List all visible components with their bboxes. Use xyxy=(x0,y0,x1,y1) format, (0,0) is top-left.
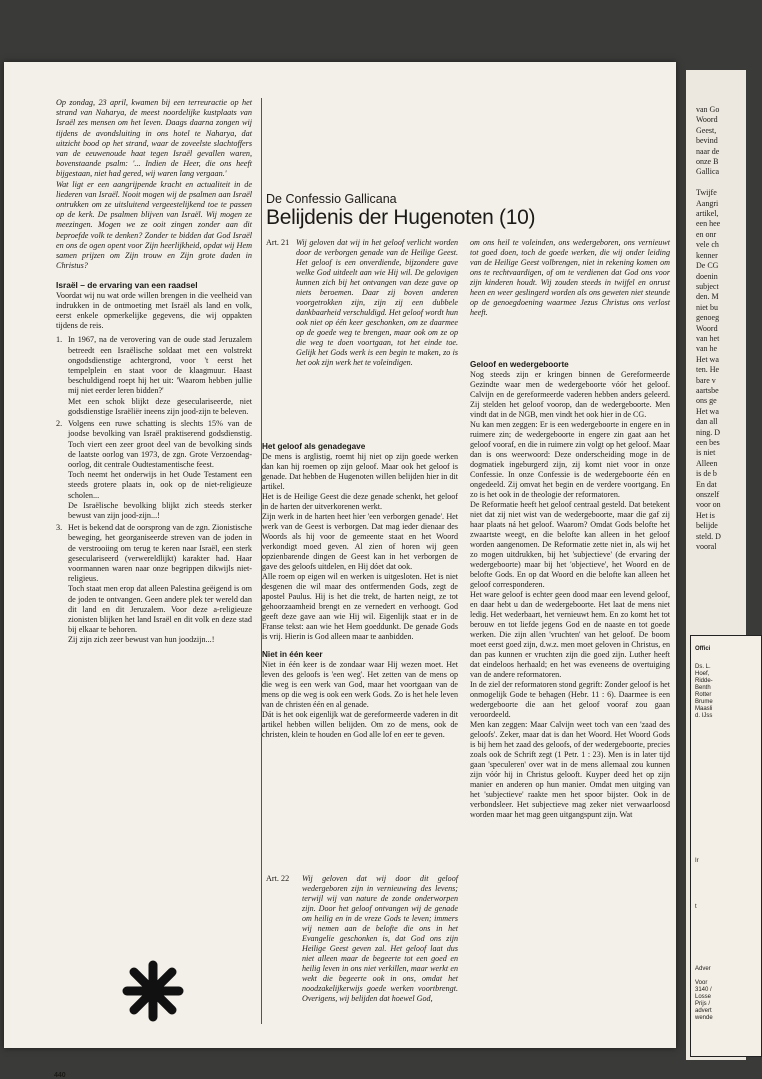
adjacent-text-line: Geest, xyxy=(696,125,717,135)
adjacent-text-line: aartsbe xyxy=(696,385,719,395)
article-22-label: Art. 22 xyxy=(266,874,290,883)
list-item xyxy=(56,419,252,521)
adjacent-text-line: dan all xyxy=(696,417,718,427)
list-item-text: In 1967, na de verovering van de oude stad Jeruzalem betreedt een Israëlische soldaat met een volstrekt ongodsdienstige achtergrond, voor 't eerst het tempelplein en staat voor de klaagmuur. Haast beschuldigend roept hij het uit: 'Waarom hebben jullie mij niet eerder leren bidden?' xyxy=(68,335,252,396)
adjacent-text-line: vele ch xyxy=(696,240,719,250)
list-item-text: Volgens een ruwe schatting is slechts 15% van de joodse bevolking van Israël praktiserend godsdienstig. Toch viert een zeer groot deel van de bevolking sinds de laatste oorlog van 1973, de zgn. Grote Verzoendag-oorlog, dit centrale Oudtestamentische feest. xyxy=(68,419,252,469)
paragraph: Nu kan men zeggen: Er is een wedergeboorte in engere en in ruimere zin; de wedergeboorte in engere zin gaat aan het geloof vooraf, en die in ruimere zin volgt op het geloof. Maar dan is ons weerwoord: Deze onderscheiding moge in de dogmatiek ingeburgerd zijn, zij komt niet voor in onze Confessie. In onze Confessie is de wedergeboorte één en ongedeeld. Zij omvat het begin en de verdere voortgang. En zo is het ook in de theologie der reformatoren. xyxy=(470,420,670,499)
paragraph: Alle roem op eigen wil en werken is uitgesloten. Het is niet desgenen die wil maar des ontfermenden Gods, zegt de apostel Paulus. Hij is het die trekt, de harten neigt, ze tot gehoorzaamheid brengt en ze vernedert en verhoogt. God geeft deze gave aan wie Hij wil. Eigenlijk staat er in de Franse tekst: aan wie het Hem goeddunkt. De genade Gods is vrij. Hierin is God alleen maar te aanbidden. xyxy=(262,572,458,641)
ad-footer-line: Losse xyxy=(695,994,712,1000)
paragraph: Nog steeds zijn er kringen binnen de Gereformeerde Gezindte waar men de wedergeboorte vóór het geloof. Calvijn en de gereformeerde vaderen hebben anders geleerd. Zij stelden het geloof voorop, dan de wedergeboorte. Men vindt dat in de NGB, men vindt het ook hier in de CG. xyxy=(470,370,670,419)
adjacent-text-line: Het wa xyxy=(696,354,719,364)
subheading-wedergeboorte: Geloof en wedergeboorte xyxy=(470,360,569,369)
asterisk-ornament-icon xyxy=(121,959,185,1023)
article-22-text: Wij geloven dat wij door dit geloof wedergeboren zijn in vernieuwing des levens; terwijl wij van nature de zonde onderworpen zijn. Door het geloof ontvangen wij de genade om heilig en in de vreze Gods te leven; immers wij nemen aan de belofte die ons in het Evangelie geschonken is, dat God ons zijn Heilige Geest geven zal. Het geloof laat dus niet alleen maar de begeerte tot een goed en heilig leven in ons niet verkillen, maar werkt en wekt die begeerte ook in ons, omdat het noodzakelijkerwijs goede werken voortbrengt. Overigens, wij belijden dat hoewel God, xyxy=(302,874,458,1003)
paragraph: Het is de Heilige Geest die deze genade schenkt, het geloof in de harten der uitverkorenen werkt. xyxy=(262,492,458,511)
ad-line: d. IJss xyxy=(695,713,713,719)
ad-footer-line: 3140 / xyxy=(695,987,712,993)
adjacent-text-line: naar de xyxy=(696,146,720,156)
adjacent-text-line: een bes xyxy=(696,438,720,447)
adjacent-text-line: De CG xyxy=(696,261,719,271)
adjacent-text-line: ning. D xyxy=(696,427,720,437)
ad-mark: Ir xyxy=(695,858,699,864)
adjacent-text-line: Aangri xyxy=(696,198,719,208)
ad-mark: t xyxy=(695,904,697,910)
adjacent-text-line: van he xyxy=(696,344,718,354)
adjacent-text-line: En dat xyxy=(696,479,717,489)
ad-footer-line xyxy=(695,973,713,980)
list-item-text: Het is bekend dat de oorsprong van de zgn. Zionistische beweging, het georganiseerde streven van de joden in de verstrooiing om terug te keren naar Israël, een sterk geseculariseerd (verwereldlijkt) karakter had. Haar voormannen waren naar onze begrippen dikwijls niet-religieus. xyxy=(68,523,252,584)
adjacent-page xyxy=(686,70,746,1060)
list-item-extra: Met een schok blijkt deze geseculariseerde, niet godsdienstige Israëliër ineens zijn jood-zijn te beleven. xyxy=(68,396,252,416)
adjacent-text-line: van Go xyxy=(696,105,720,114)
adjacent-text-line: onze B xyxy=(696,157,719,167)
list-number: 1. xyxy=(56,335,63,345)
ad-footer-line: Prijs / xyxy=(695,1001,710,1007)
list-item-extra: Toch neemt het onderwijs in het Oude Testament een steeds grotere plaats in, ook op de niet-religieuze scholen... xyxy=(68,470,252,500)
paragraph: De Reformatie heeft het geloof centraal gesteld. Dat betekent niet dat zij niet wist van de wedergeboorte, maar die gaf zij haar plaats ná het geloof. Waarom? Omdat Gods belofte het zwaartste weegt, en die belofte kan alleen in het geloof worden aangenomen. De Reformatie zette niet in, als wij het zo mogen uitdrukken, bij het 'subjectieve' (de ervaring der wedergeboorte) maar bij het 'objectieve', het Woord en de belofte Gods. En op dat Woord en die belofte kan alleen het geloof corresponderen. xyxy=(470,500,670,589)
adjacent-text-line: doenin xyxy=(696,271,718,281)
ad-footer-line: wende xyxy=(695,1015,713,1021)
ad-title: Offici xyxy=(695,646,711,652)
adjacent-text-line: is de b xyxy=(696,469,717,479)
intro-paragraph-1: Op zondag, 23 april, kwamen bij een terreuractie op het strand van Naharya, de meest noordelijke kustplaats van Israël zes mensen om het leven. Daags daarna zongen wij tijdens de avondsluiting in ons hotel te Naharya, dat uitzicht bood op het strand, waar de zoveelste slachtoffers van de eeuwenoude haat tegen Israël gevallen waren, bovenstaande psalm: '... Indien de Heer, die ons heeft bijgestaan, niet had gered, wij waren lang vergaan.' xyxy=(56,98,252,179)
adjacent-text-line: van het xyxy=(696,333,720,343)
adjacent-page-text xyxy=(696,105,721,552)
adjacent-text-line: is niet xyxy=(696,448,716,458)
adjacent-text-line: genoeg xyxy=(696,313,720,323)
subheading-genadegave: Het geloof als genadegave xyxy=(262,442,366,451)
paragraph: Niet in één keer is de zondaar waar Hij wezen moet. Het leven des geloofs is 'een weg'. Het zetten van de mens op die weg is een werk van God, maar het voortgaan van de mens op die weg is ook een werk Gods. Zo is het hele leven van de christen één en al genade. xyxy=(262,660,458,709)
middle-column xyxy=(262,442,458,740)
paragraph: De mens is arglistig, roemt hij niet op zijn goede werken dan kan hij roemen op zijn geloof. Maar ook het geloof is genade. Dat hebben de Hugenoten willen belijden hier in dit artikel. xyxy=(262,452,458,491)
adjacent-text-line: bevind xyxy=(696,136,718,146)
magazine-page xyxy=(4,62,676,1079)
paragraph: In de ziel der reformatoren stond gegrift: Zonder geloof is het onmogelijk Gode te behagen (Hebr. 11 : 6). Daarmee is een wedergeboorte die aan het geloof vooraf zou gaan veroordeeld. xyxy=(470,680,670,719)
adjacent-text-line: bare v xyxy=(696,375,716,385)
right-column xyxy=(470,360,670,820)
adjacent-text-line: artikel, xyxy=(696,209,719,219)
article-21-label: Art. 21 xyxy=(266,238,290,247)
adjacent-text-line: niet bu xyxy=(696,302,718,312)
adjacent-text-line: Woord xyxy=(696,115,718,125)
ad-footer-line: Adver xyxy=(695,966,711,972)
adjacent-text-line: Alleen xyxy=(696,458,718,468)
list-item xyxy=(56,523,252,645)
adjacent-text-line: Twijfe xyxy=(696,188,717,198)
ad-footer xyxy=(695,966,713,1022)
left-column xyxy=(56,98,252,648)
adjacent-text-line: belijde xyxy=(696,521,718,531)
adjacent-text-line: Gallica xyxy=(696,167,720,177)
ad-line: Brume xyxy=(695,699,713,705)
ad-line: Hoef, xyxy=(695,671,710,677)
subheading-niet-in-een-keer: Niet in één keer xyxy=(262,650,323,659)
adjacent-text-line: en onr xyxy=(696,229,717,239)
paragraph: Dát is het ook eigenlijk wat de gereformeerde vaderen in dit artikel hebben willen belijden. Om zo de mens, ook de christen, klein te houden en God alle lof en eer te geven. xyxy=(262,710,458,739)
advertisement-box xyxy=(690,635,762,1057)
adjacent-text-line xyxy=(696,178,721,188)
list-number: 3. xyxy=(56,523,63,533)
ad-lines xyxy=(695,664,713,720)
article-title: Belijdenis der Hugenoten (10) xyxy=(266,206,536,229)
list-number: 2. xyxy=(56,419,63,429)
adjacent-text-line: vooral xyxy=(696,542,717,552)
adjacent-text-line: Het wa xyxy=(696,406,719,416)
ad-footer-line: advert xyxy=(695,1008,712,1014)
ad-footer-line: Voor xyxy=(695,980,708,986)
article-21-text: Wij geloven dat wij in het geloof verlicht worden door de verborgen genade van de Heilige Geest. Het geloof is een onverdiende, bijzondere gave welke God uitdeelt aan wie Hij wil. De gelovigen kunnen zich bij het ontvangen van deze gave op niets beroemen. Daar zij boven anderen voorgetrokken zijn, zijn zij een dubbele dankbaarheid verschuldigd. Het geloof wordt hun ook niet op één keer geschonken, om ze daarmee op de goede weg te brengen, maar ook om ze op die weg te doen voortgaan, tot het einde toe. Gelijk het Gods werk is een begin te maken, zo is het ook zijn werk het te voleindigen. xyxy=(296,238,458,367)
adjacent-text-line: Woord xyxy=(696,323,718,333)
ad-line: Rotter xyxy=(695,692,712,698)
list-item-extra: Zij zijn zich zeer bewust van hun joodzijn...! xyxy=(68,635,215,645)
adjacent-text-line: onszelf xyxy=(696,490,720,500)
paragraph: Zijn werk in de harten heet hier 'een verborgen genade'. Het werk van de Geest is verborgen. Dat mag ieder dienaar des Woords als hij voor de gemeente staat en het Woord verkondigt moed geven. Al zien of horen wij geen opzienbarende dingen de Geest kan in het verborgen de gave des geloofs uitdelen, en Hij dóet dat ook. xyxy=(262,512,458,571)
ad-line: Ridde- xyxy=(695,678,713,684)
adjacent-text-line: kenner xyxy=(696,250,718,260)
adjacent-text-line: ten. He xyxy=(696,365,720,375)
adjacent-text-line: een hee xyxy=(696,219,721,229)
adjacent-text-line: Het is xyxy=(696,510,715,520)
adjacent-text-line: den. M xyxy=(696,292,719,302)
numbered-list xyxy=(56,335,252,645)
series-title: De Confessio Gallicana xyxy=(266,192,397,206)
list-item-extra: De Israëlische bevolking blijkt zich steeds sterker bewust van zijn jood-zijn...! xyxy=(68,500,252,520)
adjacent-text-line: steld. D xyxy=(696,531,721,541)
adjacent-text-line: subject xyxy=(696,281,719,291)
adjacent-text-line: voor on xyxy=(696,500,721,510)
section-heading: Israël – de ervaring van een raadsel xyxy=(56,280,198,291)
ad-line: Ds. L. xyxy=(695,664,711,670)
list-item-extra: Toch staat men erop dat alleen Palestina geëigend is om de joden te ontvangen. Geen andere plek ter wereld dan dit land en dit Jeruzalem. Voor deze a-religieuze zionisten blijken het land Israël en dit volk en deze stad bij elkaar te behoren. xyxy=(68,584,252,635)
adjacent-text-line: ons ge xyxy=(696,396,717,406)
ad-line: Maasli xyxy=(695,706,713,712)
list-item xyxy=(56,335,252,417)
section-paragraph: Voordat wij nu wat orde willen brengen in die veelheid van indrukken in de ontmoeting met Israël als land en volk, eerst enkele opmerkelijke gegevens, die wij oppakten tijdens de reis. xyxy=(56,290,252,331)
ad-line: Benth xyxy=(695,685,711,691)
page-number: 440 xyxy=(54,1072,66,1079)
paragraph: Het ware geloof is echter geen dood maar een levend geloof, en daar hebt u dan de wedergeboorte. Het laat de mens niet ledig. Het wederbaart, het vernieuwt hem. En zo komt het tot berouw en tot liefde jegens God en de naaste en tot goede werken. Die zijn allen 'vruchten' van het geloof. De boom moet eerst goed zijn, d.w.z. men moet geloven in Christus, en dan pas kunnen er vruchten zijn die goed zijn. Luther heeft dat eindeloos herhaald; en het was eveneens de overtuiging van de andere reformatoren. xyxy=(470,590,670,679)
article-21-continuation: om ons heil te voleinden, ons wedergeboren, ons vernieuwt tot goed doen, toch de goede werken, die wij onder leiding van de Heilige Geest volbrengen, niet in rekening komen om ons te rechtvaardigen, of om te verdienen dat God ons voor zijn kinderen houdt. Wij zouden steeds in twijfel en onrust heen en weer geslingerd worden als ons geweten niet steunde op de genoegdoening waarmee Jezus Christus ons verlost heeft. xyxy=(470,238,670,317)
intro-paragraph-2: Wat ligt er een aangrijpende kracht en actualiteit in de liederen van Israël. Nooit mogen wij de psalmen aan Israël ontrukken om ze uitsluitend vergeestelijkend toe te passen op de kerk. De psalmen blijven van Israël. Wij mogen ze meezingen. Mogen we ze ooit zingen zonder aan dit beproefde volk te denken? Zonder te bidden dat God Israël en ons de ogen opent voor Zijn heerlijkheid, opdat wij Hem samen prijzen om Zijn trouw en Zijn grote daden in Christus? xyxy=(56,179,252,271)
paragraph: Men kan zeggen: Maar Calvijn weet toch van een 'zaad des geloofs'. Zeker, maar dat is dan het Woord. Het Woord Gods is bij hem het zaad des geloofs, of der wedergeboorte, precies zoals ook de Schrift zegt (1 Petr. 1 : 23). Men is in later tijd gaan 'speculeren' over wat in de mens allemaal zou kunnen zijn vóór hij in Christus gelooft. Kuyper deed het op zijn manier en anderen op hun manier. Omdat men uitging van het 'subjectieve' raakte men het spoor bijster. Ook in de verbondsleer. Het subjectieve mag zeker niet verwaarloosd worden maar het mag geen uitgangspunt zijn. Wat xyxy=(470,720,670,819)
